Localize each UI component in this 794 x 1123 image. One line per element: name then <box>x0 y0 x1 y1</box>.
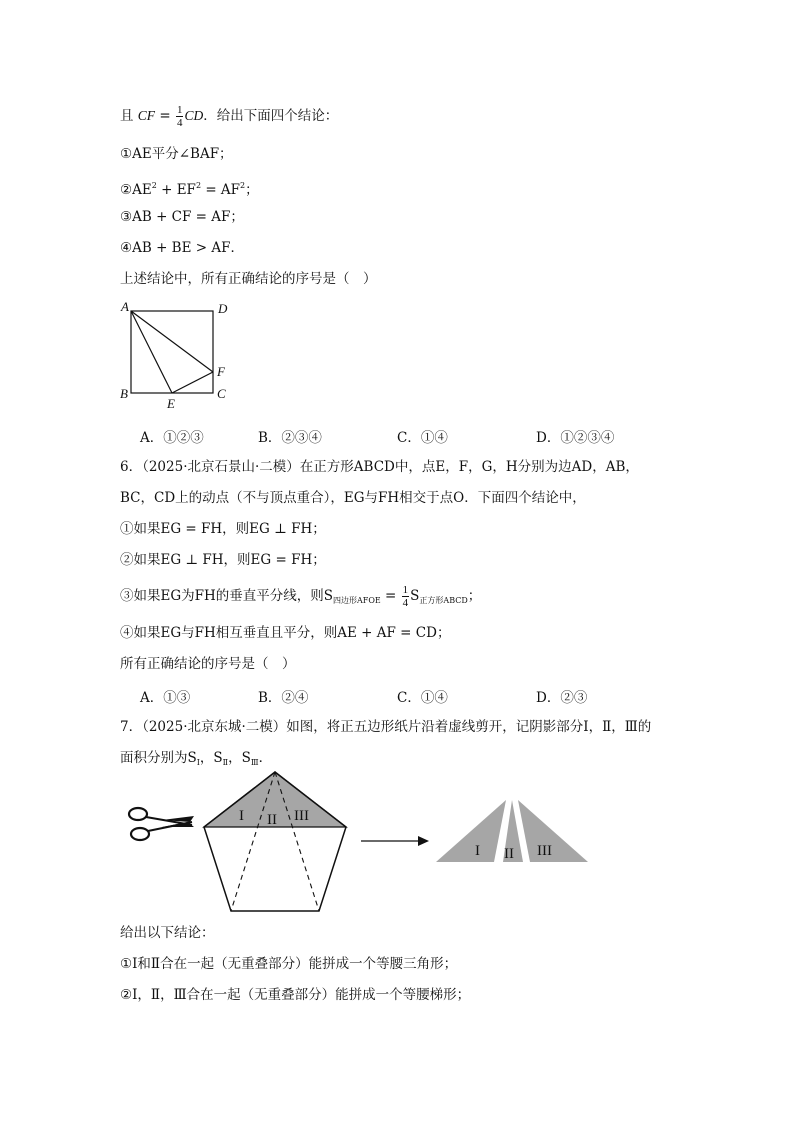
label-c: C <box>217 386 226 401</box>
text: 且 <box>120 108 134 124</box>
piece-1 <box>436 800 506 862</box>
superscript: 2 <box>151 181 157 190</box>
superscript: 2 <box>195 181 202 190</box>
equals: = <box>380 588 401 604</box>
q7-stem-line-1: 7．（2025·北京东城·二模）如图，将正五边形纸片沿着虚线剪开，记阴影部分Ⅰ，Ⅱ，Ⅲ的 <box>120 719 652 735</box>
q6-conclusion-1: ①如果EG = FH，则EG ⊥ FH； <box>120 521 326 537</box>
fraction-one-quarter <box>402 584 410 609</box>
subscript: Ⅲ <box>250 758 259 767</box>
subscript: 四边形AFOE <box>333 596 381 605</box>
label-b: B <box>120 386 128 401</box>
q6-conclusion-2: ②如果EG ⊥ FH，则EG = FH； <box>120 552 326 568</box>
q6-option-d[interactable]: D．②③ <box>536 690 588 706</box>
fraction-one-quarter <box>176 104 184 129</box>
label-e: E <box>167 396 175 411</box>
q5-conclusion-2 <box>120 177 259 199</box>
text: ； <box>245 182 259 198</box>
piece-label-3: III <box>537 843 552 859</box>
text: ③如果EG为FH的垂直平分线，则S <box>120 588 334 604</box>
math-cf: CF <box>137 108 156 123</box>
label-f: F <box>217 364 225 379</box>
subscript: Ⅰ <box>196 758 200 767</box>
q5-question: 上述结论中，所有正确结论的序号是（ ） <box>120 271 377 287</box>
text: = AF <box>201 182 241 198</box>
q5-condition-line <box>120 104 338 129</box>
q5-option-c[interactable]: C．①④ <box>397 430 448 446</box>
q6-stem-line-1: 6．（2025·北京石景山·二模）在正方形ABCD中，点E，F，G，H分别为边AD，AB， <box>120 459 639 475</box>
text: 面积分别为S <box>120 750 197 766</box>
q7-stem-line-2 <box>120 749 272 772</box>
label-region-2: II <box>267 812 277 828</box>
segment-af <box>131 311 213 372</box>
superscript: 2 <box>240 181 246 190</box>
q5-conclusion-1: ①AE平分∠BAF； <box>120 146 233 162</box>
math-cd: CD <box>184 108 204 123</box>
segment-ae <box>131 311 172 393</box>
text: ．给出下面四个结论： <box>203 108 339 124</box>
denominator: 4 <box>176 117 183 129</box>
text: S <box>410 588 420 604</box>
piece-label-1: I <box>475 843 480 859</box>
q6-option-a[interactable]: A．①③ <box>140 690 191 706</box>
subscript: Ⅱ <box>222 758 229 767</box>
q7-conclusion-2: ②Ⅰ，Ⅱ，Ⅲ合在一起（无重叠部分）能拼成一个等腰梯形； <box>120 987 471 1003</box>
numerator: 1 <box>402 584 409 596</box>
label-region-3: III <box>294 808 309 824</box>
text: + EF <box>156 182 196 198</box>
label-d: D <box>218 301 228 316</box>
text: ； <box>467 588 482 604</box>
subscript: 正方形ABCD <box>419 596 468 605</box>
q5-conclusion-3: ③AB + CF = AF； <box>120 209 244 225</box>
q6-question: 所有正确结论的序号是（ ） <box>120 656 296 672</box>
q6-stem-line-2: BC，CD上的动点（不与顶点重合），EG与FH相交于点O．下面四个结论中， <box>120 490 586 506</box>
text: ，S <box>199 750 223 766</box>
q5-option-d[interactable]: D．①②③④ <box>536 430 615 446</box>
equals: = <box>155 108 175 124</box>
piece-3 <box>518 800 588 862</box>
q7-conclusion-1: ①Ⅰ和Ⅱ合在一起（无重叠部分）能拼成一个等腰三角形； <box>120 956 458 972</box>
label-a: A <box>121 299 129 314</box>
label-region-1: I <box>239 808 244 824</box>
text: ②AE <box>120 182 152 198</box>
right-arrow-icon <box>361 836 429 846</box>
q5-option-a[interactable]: A．①②③ <box>140 430 204 446</box>
denominator: 4 <box>402 597 409 609</box>
text: ． <box>258 750 273 766</box>
q5-option-b[interactable]: B．②③④ <box>258 430 322 446</box>
q5-square-figure <box>112 296 242 414</box>
q7-conclusion-intro: 给出以下结论： <box>120 925 215 941</box>
q6-conclusion-4: ④如果EG与FH相互垂直且平分，则AE + AF = CD； <box>120 625 451 641</box>
square-abcd <box>131 311 213 393</box>
q6-option-b[interactable]: B．②④ <box>258 690 309 706</box>
q5-conclusion-4: ④AB + BE > AF． <box>120 240 244 256</box>
numerator: 1 <box>176 104 183 116</box>
segment-ef <box>172 372 213 393</box>
text: ，S <box>228 750 251 766</box>
piece-label-2: II <box>504 846 514 862</box>
q7-pentagon-figure <box>118 770 598 920</box>
q6-conclusion-3 <box>120 584 481 610</box>
q6-option-c[interactable]: C．①④ <box>397 690 448 706</box>
